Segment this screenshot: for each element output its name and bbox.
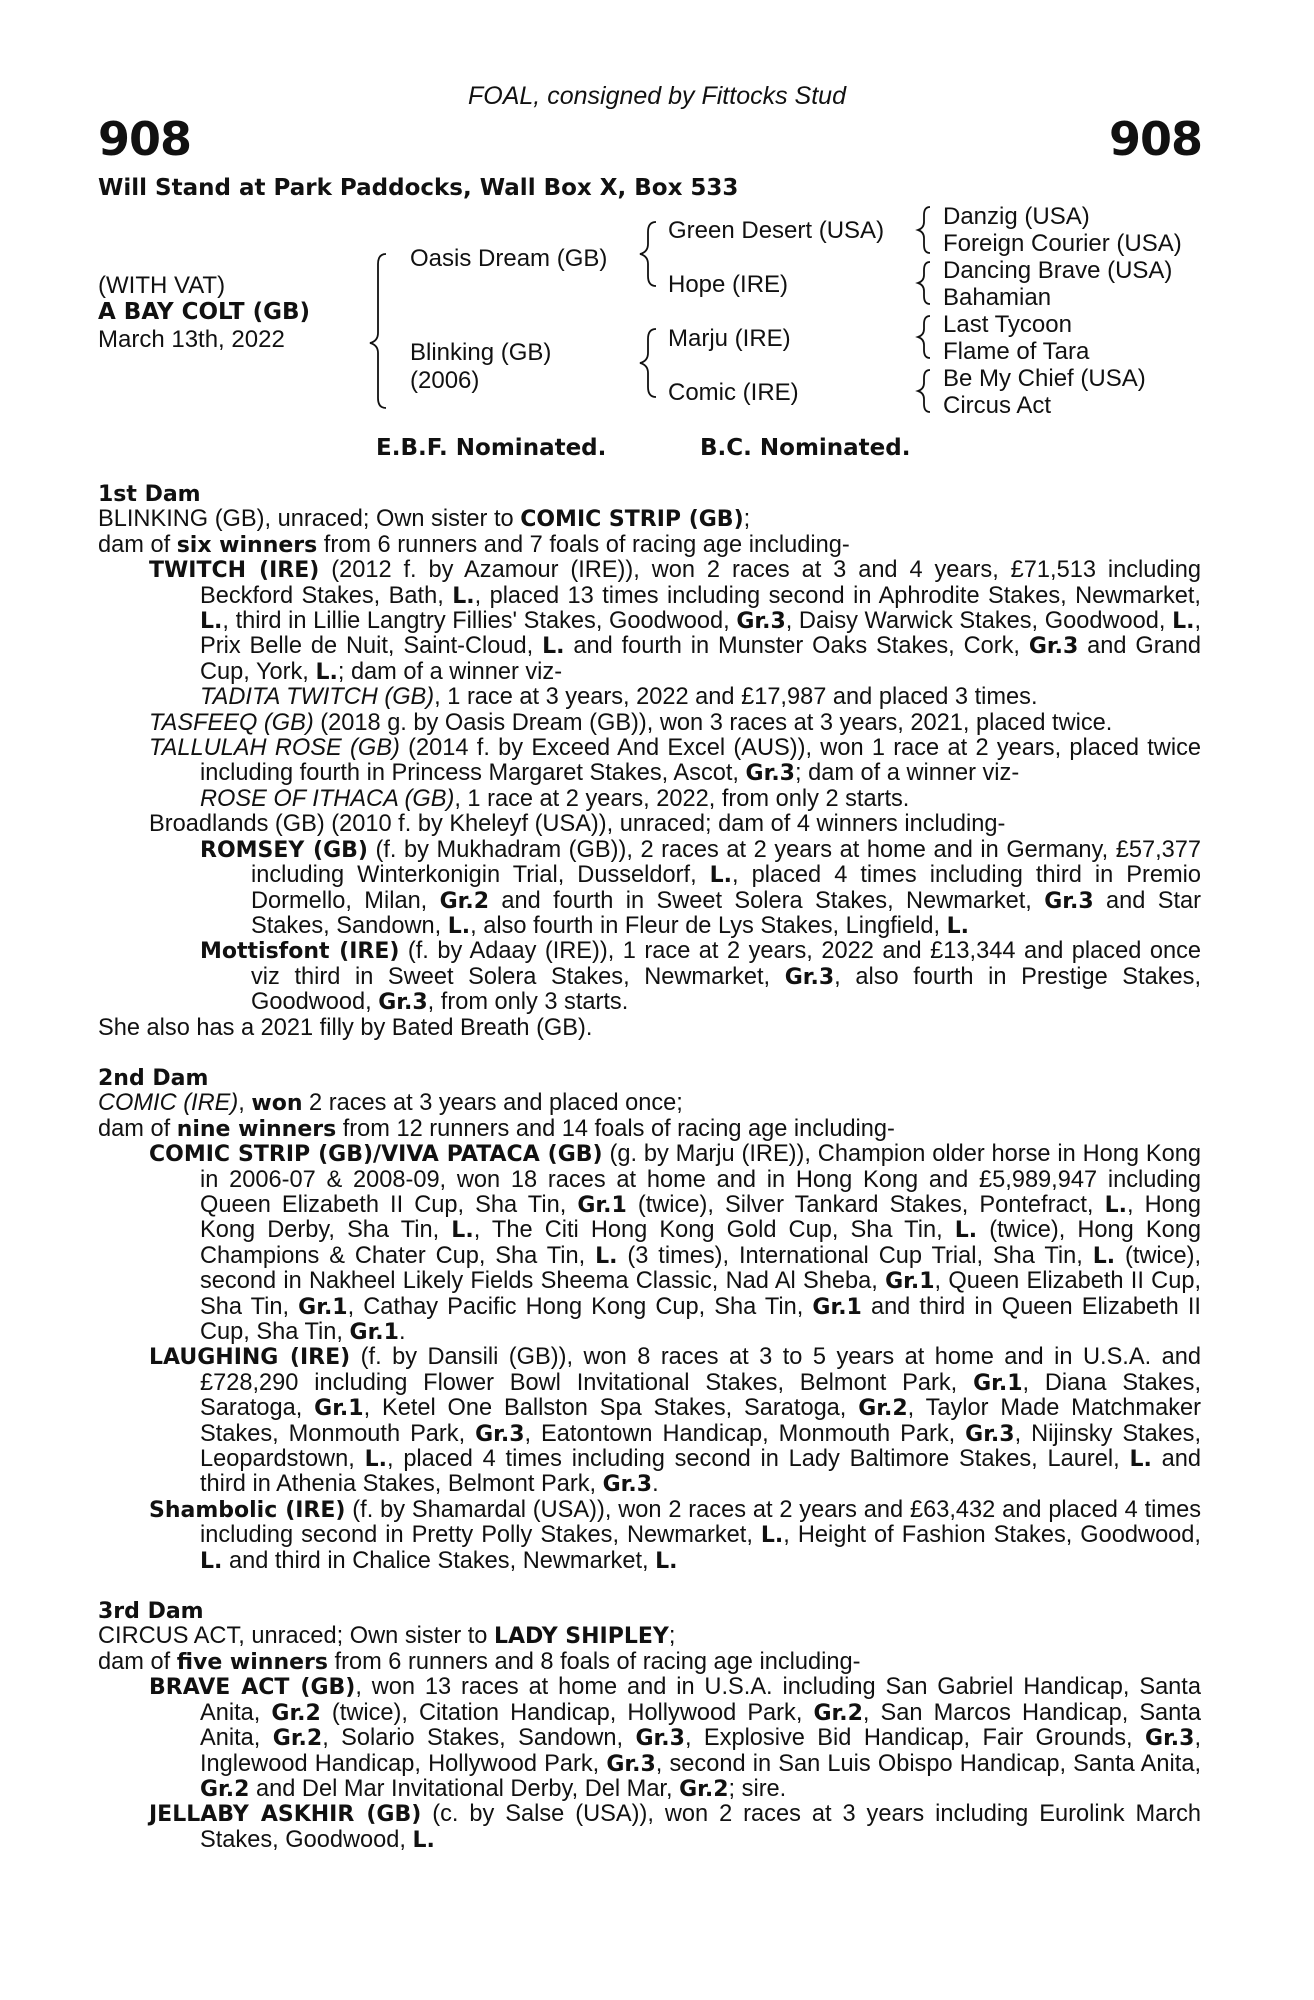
pedigree-gen3: Be My Chief (USA)	[943, 365, 1146, 392]
bold-text: L.	[1129, 1447, 1152, 1473]
bold-text: L.	[447, 913, 471, 939]
bold-text: Gr.2	[272, 1726, 323, 1752]
lot-title: A BAY COLT (GB)	[98, 299, 311, 325]
text-run: , Inglewood Handicap, Hollywood Park,	[200, 1725, 1202, 1777]
text-run: , Queen Elizabeth II Cup, Sha Tin,	[200, 1268, 1201, 1320]
text-run: , placed 4 times including second in Lady Baltimore Stakes, Laurel,	[386, 1446, 1130, 1473]
pedigree-gen3: Foreign Courier (USA)	[943, 230, 1182, 257]
pedigree-paragraph	[98, 1650, 1201, 1675]
pedigree-paragraph	[98, 558, 1201, 685]
text-run: from 12 runners and 14 foals of racing age including-	[336, 1115, 895, 1142]
bold-text: L.	[412, 1827, 435, 1853]
bold-text: Gr.3	[635, 1726, 685, 1752]
bold-text: L.	[452, 583, 475, 609]
bold-text: L.	[1104, 1192, 1127, 1218]
text-run: , 1 race at 2 years, 2022, from only 2 starts.	[454, 785, 910, 812]
bold-text: Gr.1	[812, 1294, 862, 1320]
bold-text: Gr.3	[602, 1472, 653, 1498]
pedigree-paragraph	[98, 1117, 1201, 1142]
text-run: and third in Queen Elizabeth II Cup, Sha Tin,	[200, 1293, 1201, 1345]
pedigree-gen3: Dancing Brave (USA)	[943, 257, 1173, 284]
catalogue-body	[98, 482, 1201, 1853]
text-run: , Diana Stakes, Saratoga,	[200, 1369, 1202, 1422]
text-run: ,	[238, 1090, 252, 1117]
foaling-date: March 13th, 2022	[98, 326, 285, 353]
bold-text: Gr.1	[314, 1396, 364, 1422]
text-run: (f. by Shamardal (USA)), won 2 races at 2 years and £63,432 and placed 4 times including second in Pretty Polly Stakes, Newmarket,	[200, 1496, 1201, 1549]
italic-text: TASFEEQ (GB)	[149, 709, 314, 736]
bold-text: BRAVE ACT (GB)	[149, 1675, 356, 1701]
text-run: 3rd Dam	[98, 1599, 204, 1625]
text-run: (twice), second in Nakheel Likely Fields Sheema Classic, Nad Al Sheba,	[200, 1242, 1201, 1295]
text-run: , Eatontown Handicap, Monmouth Park,	[524, 1420, 966, 1447]
pedigree-paragraph	[98, 1016, 1201, 1041]
italic-text: TALLULAH ROSE (GB)	[149, 735, 400, 762]
pedigree-dam: Blinking (GB)	[410, 339, 552, 366]
pedigree-paragraph	[98, 787, 1201, 812]
bold-text: Gr.1	[885, 1269, 935, 1295]
bold-text: Gr.3	[606, 1751, 656, 1777]
bold-text: nine winners	[176, 1116, 337, 1142]
pedigree-paragraph	[98, 533, 1201, 558]
bold-text: five winners	[176, 1649, 328, 1675]
bold-text: won	[251, 1091, 303, 1117]
text-run: ; sire.	[728, 1775, 787, 1802]
pedigree-paragraph	[98, 1142, 1201, 1345]
bold-text: COMIC STRIP (GB)	[520, 507, 744, 533]
text-run: , won 13 races at home and in U.S.A. including San Gabriel Handicap, Santa Anita,	[200, 1674, 1201, 1726]
text-run: ; dam of a winner viz-	[337, 658, 563, 685]
section-gap	[98, 1041, 1201, 1066]
bold-text: L.	[200, 1548, 223, 1574]
bold-text: Gr.2	[858, 1396, 908, 1422]
text-run: , also fourth in Fleur de Lys Stakes, Lingfield,	[470, 912, 947, 939]
pedigree-paragraph	[98, 685, 1201, 710]
text-run: and third in Chalice Stakes, Newmarket,	[222, 1547, 656, 1574]
text-run: dam of	[98, 1115, 177, 1142]
pedigree-dam-year: (2006)	[410, 367, 480, 394]
bold-text: Gr.3	[378, 990, 428, 1016]
text-run: , Prix Belle de Nuit, Saint-Cloud,	[200, 608, 1202, 660]
text-run: , second in San Luis Obispo Handicap, Santa Anita,	[655, 1750, 1201, 1777]
pedigree-gen3: Circus Act	[943, 392, 1052, 419]
text-run: , Nijinsky Stakes, Leopardstown,	[200, 1420, 1202, 1473]
text-run: , Solario Stakes, Sandown,	[322, 1725, 636, 1752]
bold-text: Gr.2	[271, 1700, 321, 1726]
text-run: (twice), Citation Handicap, Hollywood Park,	[320, 1699, 814, 1726]
text-run: ; dam of a winner viz-	[794, 760, 1020, 787]
bold-text: JELLABY ASKHIR (GB)	[149, 1802, 422, 1828]
consignor-line: FOAL, consigned by Fittocks Stud	[468, 82, 846, 110]
bold-text: Mottisfont (IRE)	[200, 939, 400, 965]
pedigree-paragraph	[98, 507, 1201, 532]
bold-text: L.	[542, 634, 565, 660]
text-run: 1st Dam	[98, 482, 201, 507]
pedigree-paragraph	[98, 939, 1201, 1015]
text-run: .	[398, 1319, 406, 1345]
bold-text: Gr.1	[298, 1294, 348, 1320]
text-run: (f. by Dansili (GB)), won 8 races at 3 to 5 years at home and in U.S.A. and £728,290 including Flower Bowl Invitational Stakes, Belmont Park,	[200, 1344, 1201, 1396]
text-run: , Taylor Made Matchmaker Stakes, Monmouth Park,	[200, 1395, 1201, 1447]
section-heading	[98, 482, 1201, 507]
bold-text: Gr.3	[736, 609, 786, 635]
pedigree-sire-dam: Hope (IRE)	[668, 271, 789, 298]
bold-text: Gr.3	[965, 1421, 1015, 1447]
text-run: (twice), Hong Kong Champions & Chater Cup, Sha Tin,	[200, 1217, 1202, 1269]
bold-text: Gr.2	[439, 888, 490, 914]
text-run: and Grand Cup, York,	[200, 633, 1201, 685]
pedigree-paragraph	[98, 1624, 1201, 1649]
bold-text: Gr.1	[577, 1192, 627, 1218]
text-run: , The Citi Hong Kong Gold Cup, Sha Tin,	[473, 1217, 955, 1244]
bold-text: L.	[364, 1447, 387, 1473]
pedigree-sire: Oasis Dream (GB)	[410, 245, 608, 272]
pedigree-paragraph	[98, 1091, 1201, 1116]
bold-text: LAUGHING (IRE)	[149, 1345, 351, 1371]
text-run: ;	[668, 1623, 676, 1650]
pedigree-gen3: Flame of Tara	[943, 338, 1090, 365]
section-heading	[98, 1066, 1201, 1091]
text-run: She also has a 2021 filly by Bated Breath (GB).	[98, 1014, 593, 1041]
pedigree-dam-dam: Comic (IRE)	[668, 379, 799, 406]
pedigree-gen3: Danzig (USA)	[943, 203, 1090, 230]
text-run: (2014 f. by Exceed And Excel (AUS)), won 1 race at 2 years, placed twice including fourth in Princess Margaret Stakes, Ascot,	[200, 735, 1201, 787]
section-heading	[98, 1599, 1201, 1624]
text-run: , Ketel One Ballston Spa Stakes, Saratoga,	[363, 1395, 859, 1422]
text-run: (g. by Marju (IRE)), Champion older horse in Hong Kong in 2006-07 & 2008-09, won 18 races at home and in Hong Kong and £5,989,947 including Queen Elizabeth II Cup, Sha Tin,	[200, 1141, 1201, 1218]
text-run: 2nd Dam	[98, 1065, 209, 1091]
bold-text: L.	[946, 913, 970, 939]
text-run: , from only 3 starts.	[427, 989, 629, 1016]
bold-text: Gr.3	[1028, 634, 1079, 660]
bold-text: TWITCH (IRE)	[149, 558, 320, 584]
text-run: (3 times), International Cup Trial, Sha Tin,	[617, 1242, 1093, 1269]
text-run: and fourth in Sweet Solera Stakes, Newmarket,	[489, 887, 1045, 914]
bold-text: L.	[451, 1218, 474, 1244]
bold-text: Gr.3	[1044, 888, 1094, 914]
bold-text: L.	[954, 1218, 978, 1244]
text-run: BLINKING (GB), unraced; Own sister to	[98, 506, 521, 533]
pedigree-paragraph	[98, 838, 1201, 940]
text-run: (f. by Mukhadram (GB)), 2 races at 2 years at home and in Germany, £57,377 including Winterkonigin Trial, Dusseldorf,	[251, 836, 1202, 889]
text-run: (f. by Adaay (IRE)), 1 race at 2 years, 2022 and £13,344 and placed once viz third in Sweet Solera Stakes, Newmarket,	[251, 938, 1201, 990]
text-run: , San Marcos Handicap, Santa Anita,	[200, 1699, 1201, 1752]
text-run: (2012 f. by Azamour (IRE)), won 2 races at 3 and 4 years, £71,513 including Beckford Stakes, Bath,	[200, 557, 1202, 609]
bold-text: six winners	[176, 532, 318, 558]
bold-text: L.	[760, 1523, 784, 1549]
bold-text: L.	[655, 1548, 678, 1574]
text-run: dam of	[98, 1648, 177, 1675]
bold-text: L.	[1172, 609, 1195, 635]
bold-text: L.	[200, 609, 223, 635]
bold-text: COMIC STRIP (GB)/VIVA PATACA (GB)	[149, 1142, 603, 1168]
text-run: and third in Athenia Stakes, Belmont Park,	[200, 1446, 1201, 1498]
text-run: , Explosive Bid Handicap, Fair Grounds,	[684, 1725, 1146, 1752]
bold-text: LADY SHIPLEY	[493, 1624, 669, 1650]
text-run: ;	[743, 506, 751, 533]
text-run: Broadlands (GB) (2010 f. by Kheleyf (USA)), unraced; dam of 4 winners including-	[149, 811, 1006, 838]
text-run: dam of	[98, 531, 177, 558]
text-run: and Del Mar Invitational Derby, Del Mar,	[249, 1775, 680, 1802]
text-run: (2018 g. by Oasis Dream (GB)), won 3 races at 3 years, 2021, placed twice.	[313, 709, 1113, 736]
bold-text: Gr.1	[973, 1370, 1023, 1396]
bold-text: Gr.2	[813, 1700, 863, 1726]
text-run: and Star Stakes, Sandown,	[251, 887, 1201, 939]
text-run: , 1 race at 3 years, 2022 and £17,987 and placed 3 times.	[434, 684, 1038, 711]
pedigree-paragraph	[98, 1675, 1201, 1802]
text-run: , Daisy Warwick Stakes, Goodwood,	[785, 608, 1173, 635]
bold-text: Gr.3	[475, 1421, 525, 1447]
text-run: , Hong Kong Derby, Sha Tin,	[200, 1191, 1202, 1244]
text-run: (c. by Salse (USA)), won 2 races at 3 years including Eurolink March Stakes, Goodwood,	[200, 1801, 1202, 1853]
bold-text: Gr.2	[679, 1776, 729, 1802]
bold-text: Gr.3	[784, 964, 835, 990]
pedigree-paragraph	[98, 1802, 1201, 1853]
italic-text: ROSE OF ITHACA (GB)	[200, 785, 455, 812]
text-run: , placed 13 times including second in Aphrodite Stakes, Newmarket,	[474, 582, 1201, 609]
bold-text: ROMSEY (GB)	[200, 837, 368, 863]
text-run: CIRCUS ACT, unraced; Own sister to	[98, 1623, 494, 1650]
pedigree-gen3: Bahamian	[943, 284, 1052, 311]
pedigree-paragraph	[98, 711, 1201, 736]
text-run: from 6 runners and 8 foals of racing age including-	[327, 1648, 861, 1675]
bc-nomination: B.C. Nominated.	[700, 435, 911, 461]
lot-number-left: 908	[98, 112, 192, 166]
pedigree-sire-sire: Green Desert (USA)	[668, 217, 885, 244]
text-run: 2 races at 3 years and placed once;	[302, 1090, 683, 1117]
vat-note: (WITH VAT)	[98, 272, 226, 299]
pedigree-paragraph	[98, 736, 1201, 787]
bold-text: L.	[709, 863, 733, 889]
lot-number-right: 908	[1108, 112, 1202, 166]
bold-text: Shambolic (IRE)	[149, 1497, 346, 1523]
bold-text: L.	[315, 659, 338, 685]
section-gap	[98, 1574, 1201, 1599]
bold-text: Gr.3	[745, 761, 795, 787]
pedigree-paragraph	[98, 1345, 1201, 1497]
text-run: , also fourth in Prestige Stakes, Goodwood,	[251, 963, 1201, 1016]
italic-text: COMIC (IRE)	[98, 1090, 239, 1117]
pedigree-paragraph	[98, 812, 1201, 837]
text-run: from 6 runners and 7 foals of racing age including-	[317, 531, 850, 558]
text-run: and fourth in Munster Oaks Stakes, Cork,	[564, 633, 1029, 660]
stand-location: Will Stand at Park Paddocks, Wall Box X, Box 533	[98, 175, 739, 201]
text-run: , third in Lillie Langtry Fillies' Stakes, Goodwood,	[222, 608, 737, 635]
text-run: , Cathay Pacific Hong Kong Cup, Sha Tin,	[347, 1293, 813, 1320]
italic-text: TADITA TWITCH (GB)	[200, 684, 435, 711]
bold-text: L.	[595, 1243, 618, 1269]
bold-text: Gr.1	[349, 1320, 399, 1345]
pedigree-dam-sire: Marju (IRE)	[668, 325, 791, 352]
bold-text: Gr.3	[1145, 1726, 1195, 1752]
text-run: (twice), Silver Tankard Stakes, Pontefract,	[626, 1191, 1105, 1218]
text-run: .	[652, 1471, 659, 1498]
pedigree-gen3: Last Tycoon	[943, 311, 1072, 338]
bold-text: Gr.2	[200, 1776, 250, 1802]
text-run: , placed 4 times including third in Premio Dormello, Milan,	[251, 862, 1201, 914]
pedigree-paragraph	[98, 1498, 1201, 1574]
text-run: , Height of Fashion Stakes, Goodwood,	[783, 1522, 1201, 1549]
bold-text: L.	[1092, 1243, 1116, 1269]
ebf-nomination: E.B.F. Nominated.	[376, 435, 607, 461]
